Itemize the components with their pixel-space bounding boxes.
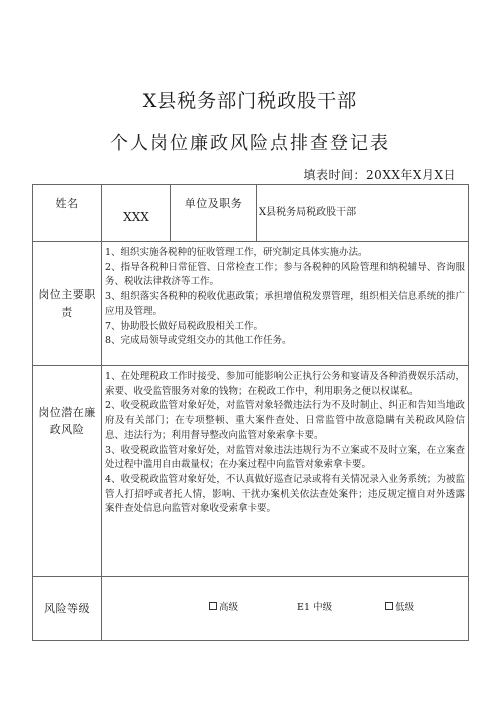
risk-low-label: 低级 (395, 602, 415, 614)
duty-item: 1、组织实施各税种的征收管理工作，研究制定具体实施办法。 (105, 247, 368, 258)
position-value: X县税务局税政股干部 (257, 185, 469, 242)
duty-item: 3、组织落实各税种的税收优惠政策；承担增值税发票管理，组织相关信息系统的推广应用及管理。 (105, 291, 465, 317)
risk-level-options (102, 577, 469, 641)
checkbox-icon (385, 602, 393, 610)
risk-high-label: 高级 (219, 602, 239, 614)
risk-item: 4、收受税政监管对象好处，不认真做好巡查记录或将有关情况录入业务系统；为被监管人打招呼或者托人情，影响、干扰办案机关依法查处案件；违反规定擅自对外透露案件查处信息向监管对象收受索拿卡要。 (105, 474, 465, 515)
risk-level-row (33, 577, 469, 641)
risk-item: 2、收受税政监管对象好处，对监管对象轻微违法行为不及时制止、纠正和告知当地政府及有关部门；在专项整顿、重大案件查处、日常监管中故意隐瞒有关税政风险信息、违法行为；利用督导整改向监管对象索拿卡要。 (105, 400, 465, 441)
risk-item: 1、在处理税政工作时接受、参加可能影响公正执行公务和宴请及各种消费娱乐活动，索要、收受监管服务对象的钱物；在税政工作中，利用职务之便以权谋私。 (105, 371, 465, 397)
risks-row (33, 366, 469, 577)
fill-date: 填表时间：20XX年X月X日 (303, 168, 456, 182)
registration-form-table (32, 184, 469, 641)
identity-row (33, 185, 469, 242)
checkbox-icon (209, 602, 217, 610)
duties-row (33, 242, 469, 366)
risk-low-option[interactable] (385, 601, 414, 616)
name-value: XXX (102, 185, 171, 242)
duty-item: 8、完成局领导或党组交办的其他工作任务。 (105, 335, 292, 347)
document-title: X县税务部门税政股干部 (142, 90, 358, 112)
duty-item: 2、指导各税种日常征管、日常检查工作；参与各税种的风险管理和纳税辅导、咨询服务、税收法律救济等工作。 (105, 261, 465, 288)
duty-item: 7、协助股长做好局税政股相关工作。 (105, 320, 264, 332)
risk-medium-option[interactable] (297, 601, 332, 616)
risk-level-label: 风险等级 (33, 577, 102, 641)
duties-label: 岗位主要职责 (33, 242, 102, 366)
form-title: 个人岗位廉政风险点排查登记表 (110, 133, 390, 154)
position-label: 单位及职务 (171, 185, 257, 242)
risk-medium-label: 中级 (313, 602, 333, 614)
risk-high-option[interactable] (209, 601, 238, 616)
risk-item: 3、收受税政监管对象好处，对监管对象违法违规行为不立案或不及时立案，在立案查处过程中滥用自由裁量权；在办案过程中向监管对象索拿卡要。 (105, 444, 465, 471)
risk-medium-marker: E1 (297, 602, 311, 614)
name-label: 姓名 (33, 185, 102, 242)
duties-list (102, 242, 469, 366)
risks-list (102, 366, 469, 577)
risks-label: 岗位潜在廉政风险 (33, 366, 102, 577)
